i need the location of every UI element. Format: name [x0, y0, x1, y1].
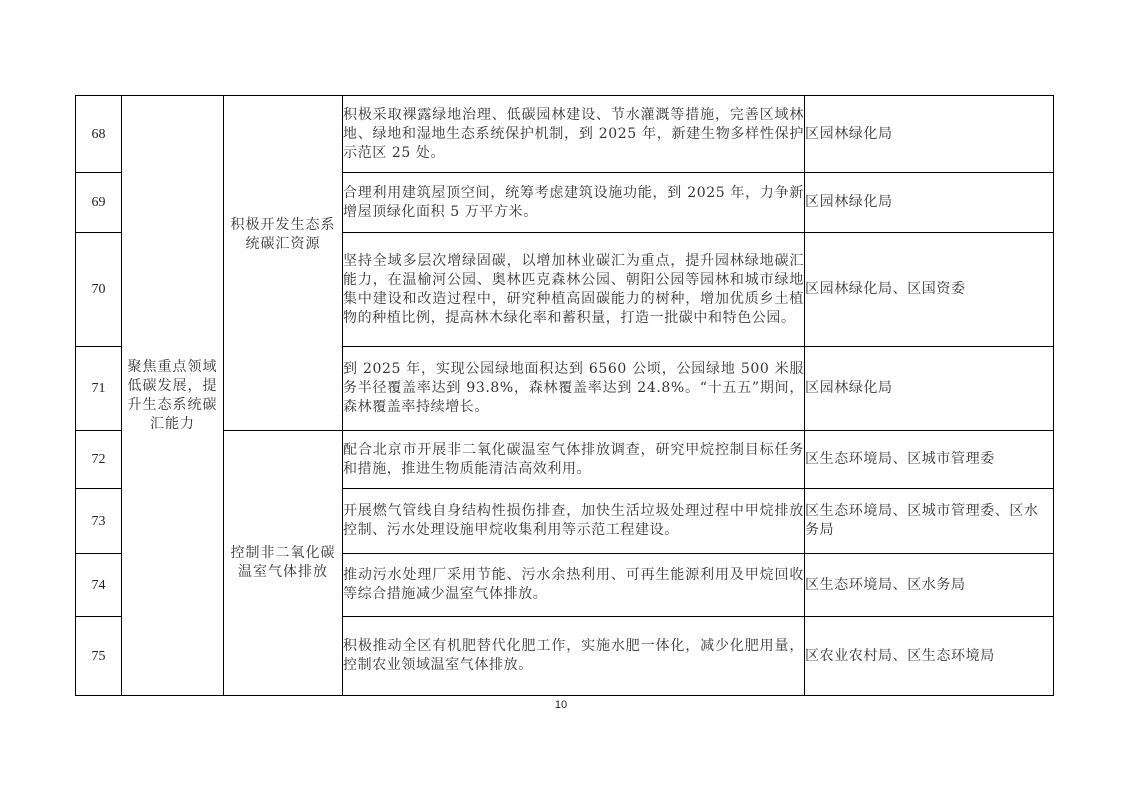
row-number: 69 — [76, 173, 122, 233]
subcategory-cell: 控制非二氧化碳温室气体排放 — [224, 431, 343, 696]
row-number: 75 — [76, 617, 122, 696]
row-number: 72 — [76, 431, 122, 489]
task-description: 积极采取裸露绿地治理、低碳园林建设、节水灌溉等措施，完善区域林地、绿地和湿地生态系统保护机制，到 2025 年，新建生物多样性保护示范区 25 处。 — [343, 96, 805, 173]
table-row — [76, 96, 1054, 173]
responsible-dept: 区生态环境局、区水务局 — [805, 554, 1054, 617]
category-cell: 聚焦重点领域低碳发展，提升生态系统碳汇能力 — [122, 96, 224, 696]
task-description: 到 2025 年，实现公园绿地面积达到 6560 公顷，公园绿地 500 米服务半径覆盖率达到 93.8%，森林覆盖率达到 24.8%。“十五五”期间，森林覆盖率持续增长。 — [343, 347, 805, 431]
task-description: 积极推动全区有机肥替代化肥工作，实施水肥一体化，减少化肥用量，控制农业领域温室气体排放。 — [343, 617, 805, 696]
row-number: 73 — [76, 489, 122, 554]
row-number: 74 — [76, 554, 122, 617]
responsible-dept: 区园林绿化局 — [805, 173, 1054, 233]
task-description: 合理利用建筑屋顶空间，统筹考虑建筑设施功能，到 2025 年，力争新增屋顶绿化面积 5 万平方米。 — [343, 173, 805, 233]
task-description: 推动污水处理厂采用节能、污水余热利用、可再生能源利用及甲烷回收等综合措施减少温室气体排放。 — [343, 554, 805, 617]
task-table — [75, 95, 1054, 696]
subcategory-cell: 积极开发生态系统碳汇资源 — [224, 96, 343, 431]
task-description: 开展燃气管线自身结构性损伤排查，加快生活垃圾处理过程中甲烷排放控制、污水处理设施甲烷收集利用等示范工程建设。 — [343, 489, 805, 554]
row-number: 70 — [76, 233, 122, 347]
responsible-dept: 区生态环境局、区城市管理委、区水务局 — [805, 489, 1054, 554]
row-number: 68 — [76, 96, 122, 173]
responsible-dept: 区生态环境局、区城市管理委 — [805, 431, 1054, 489]
responsible-dept: 区农业农村局、区生态环境局 — [805, 617, 1054, 696]
page-number: 10 — [554, 699, 568, 711]
responsible-dept: 区园林绿化局、区国资委 — [805, 233, 1054, 347]
task-description: 坚持全域多层次增绿固碳，以增加林业碳汇为重点，提升园林绿地碳汇能力，在温榆河公园、奥林匹克森林公园、朝阳公园等园林和城市绿地集中建设和改造过程中，研究种植高固碳能力的树种，增加优质乡土植物的种植比例，提高林木绿化率和蓄积量，打造一批碳中和特色公园。 — [343, 233, 805, 347]
row-number: 71 — [76, 347, 122, 431]
responsible-dept: 区园林绿化局 — [805, 347, 1054, 431]
responsible-dept: 区园林绿化局 — [805, 96, 1054, 173]
task-description: 配合北京市开展非二氧化碳温室气体排放调查，研究甲烷控制目标任务和措施，推进生物质能清洁高效利用。 — [343, 431, 805, 489]
